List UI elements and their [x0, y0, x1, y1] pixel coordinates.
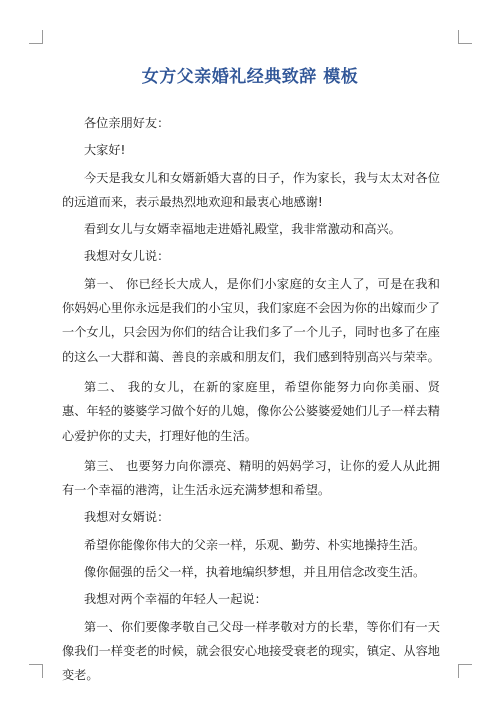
daughter-point-two: 第二、 我的女儿，在新的家庭里，希望你能努力向你美丽、贤惠、年轻的婆婆学习做个好的儿媳，像你公公婆婆爱她们儿子一样去精心爱护你的丈夫，打理好他的生活。 — [62, 379, 440, 443]
son-in-law-wish-two: 像你倔强的岳父一样，执着地编织梦想，并且用信念改变生活。 — [84, 565, 426, 580]
to-son-in-law-heading: 我想对女婿说： — [84, 510, 170, 525]
emotion-paragraph: 看到女儿与女婿幸福地走进婚礼殿堂，我非常激动和高兴。 — [84, 222, 401, 237]
welcome-paragraph: 今天是我女儿和女婿新婚大喜的日子，作为家长，我与太太对各位的远道而来，表示最热烈地欢迎和最衷心地感谢! — [62, 170, 440, 209]
son-in-law-wish-one: 希望你能像你伟大的父亲一样，乐观、勤劳、朴实地操持生活。 — [84, 537, 426, 552]
couple-point-one: 第一、你们要像孝敬自己父母一样孝敬对方的长辈，等你们有一天像我们一样变老的时候，就会很安心地接受衰老的现实，镇定、从容地变老。 — [62, 619, 440, 683]
to-couple-heading: 我想对两个幸福的年轻人一起说： — [84, 592, 267, 607]
salutation-paragraph: 各位亲朋好友： — [84, 116, 170, 130]
crop-mark-bottom-right — [458, 664, 472, 678]
crop-mark-bottom-left — [29, 664, 43, 678]
greeting-paragraph: 大家好! — [84, 143, 126, 158]
crop-mark-top-left — [29, 30, 43, 44]
crop-mark-top-right — [458, 30, 472, 44]
daughter-point-one: 第一、 你已经长大成人，是你们小家庭的女主人了，可是在我和你妈妈心里你永远是我们的小宝贝，我们家庭不会因为你的出嫁而少了一个女儿，只会因为你们的结合让我们多了一个儿子，同时也多了在座的这么一大群和蔼、善良的亲戚和朋友们，我们感到特别高兴与荣幸。 — [62, 276, 440, 364]
document-body — [62, 111, 440, 688]
document-title: 女方父亲婚礼经典致辞 模板 — [141, 67, 359, 87]
daughter-point-three: 第三、 也要努力向你漂亮、精明的妈妈学习，让你的爱人从此拥有一个幸福的港湾，让生活永远充满梦想和希望。 — [62, 458, 440, 498]
to-daughter-heading: 我想对女儿说： — [84, 249, 170, 264]
